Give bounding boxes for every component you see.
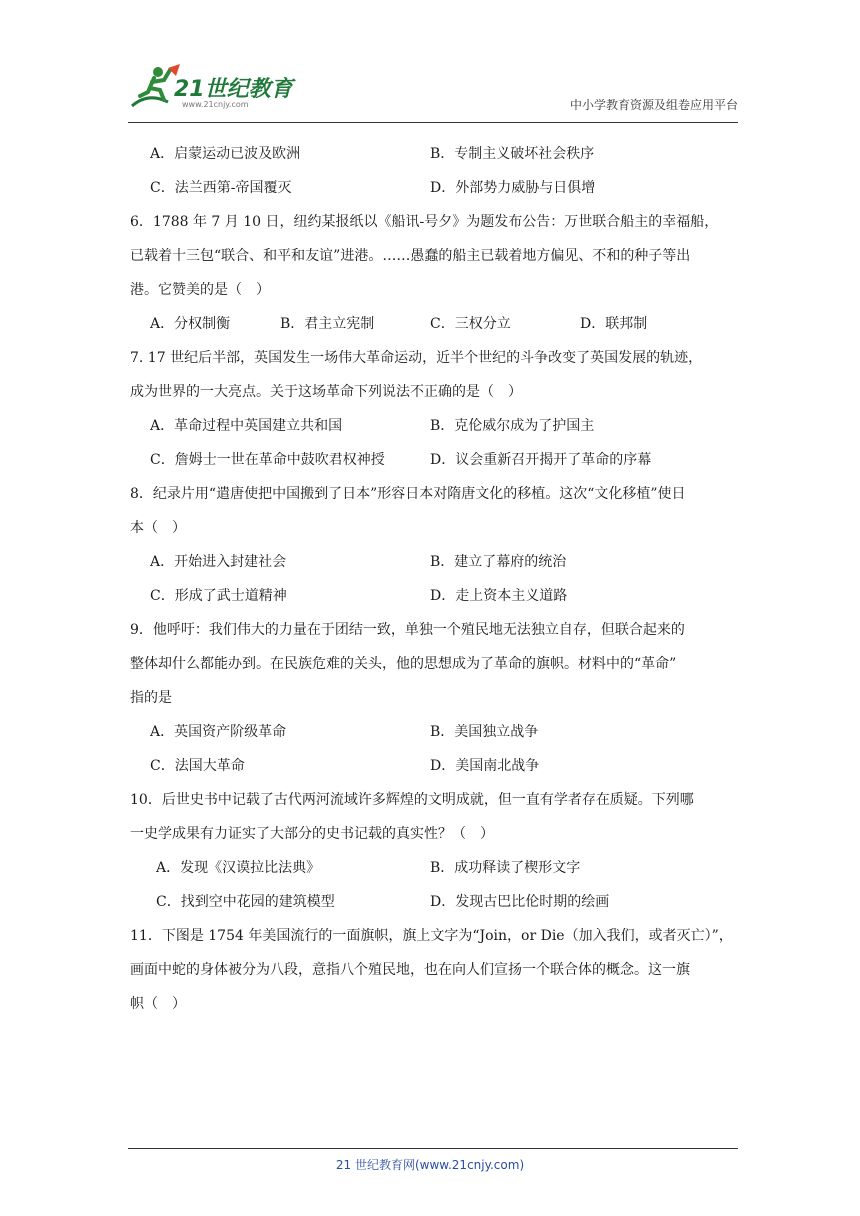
q8-stem-line-1: 8．纪录片用“遣唐使把中国搬到了日本”形容日本对隋唐文化的移植。这次“文化移植”使日 — [130, 486, 686, 502]
q8-stem-line-2: 本（ ） — [130, 520, 186, 536]
q9-option-d: D．美国南北战争 — [430, 758, 540, 774]
q9-option-a: A．英国资产阶级革命 — [150, 724, 287, 740]
q6-option-d: D．联邦制 — [580, 316, 648, 332]
q10-stem-line-2: 一史学成果有力证实了大部分的史书记载的真实性？（ ） — [130, 826, 494, 842]
q7-option-b: B．克伦威尔成为了护国主 — [430, 418, 595, 434]
q6-option-b: B．君主立宪制 — [280, 316, 375, 332]
q10-option-b: B．成功释读了楔形文字 — [430, 860, 581, 876]
logo-text: 21世纪教育 — [174, 77, 293, 102]
q11-stem-line-2: 画面中蛇的身体被分为八段，意指八个殖民地，也在向人们宣扬一个联合体的概念。这一旗 — [130, 962, 690, 978]
q9-stem-line-2: 整体却什么都能办到。在民族危难的关头，他的思想成为了革命的旗帜。材料中的“革命” — [130, 656, 677, 672]
q8-option-b: B．建立了幕府的统治 — [430, 554, 567, 570]
q8-option-d: D．走上资本主义道路 — [430, 588, 568, 604]
q6-stem-line-3: 港。它赞美的是（ ） — [130, 282, 270, 298]
q10-option-a: A．发现《汉谟拉比法典》 — [156, 860, 321, 876]
q11-stem-line-1: 11．下图是 1754 年美国流行的一面旗帜，旗上文字为“Join，or Die（加入我们，或者灭亡）”， — [130, 928, 733, 944]
q9-option-c: C．法国大革命 — [150, 758, 245, 774]
q7-stem-line-1: 7. 17 世纪后半部，英国发生一场伟大革命运动，近半个世纪的斗争改变了英国发展的轨迹， — [130, 350, 703, 366]
q10-stem-line-1: 10．后世史书中记载了古代两河流域许多辉煌的文明成就，但一直有学者存在质疑。下列哪 — [130, 792, 694, 808]
q10-option-d: D．发现古巴比伦时期的绘画 — [430, 894, 610, 910]
platform-name: 中小学教育资源及组卷应用平台 — [569, 98, 738, 112]
q5-option-a: A．启蒙运动已波及欧洲 — [150, 146, 301, 162]
q10-option-c: C．找到空中花园的建筑模型 — [156, 894, 335, 910]
q6-option-c: C．三权分立 — [430, 316, 511, 332]
q5-option-d: D．外部势力威胁与日俱增 — [430, 180, 596, 196]
q9-option-b: B．美国独立战争 — [430, 724, 539, 740]
q7-option-a: A．革命过程中英国建立共和国 — [150, 418, 343, 434]
q5-option-c: C．法兰西第-帝国覆灭 — [150, 180, 292, 196]
logo — [128, 62, 298, 112]
q8-option-a: A．开始进入封建社会 — [150, 554, 287, 570]
q6-stem-line-2: 已载着十三包“联合、和平和友谊”进港。……愚蠢的船主已载着地方偏见、不和的种子等出 — [130, 248, 691, 264]
q7-option-d: D．议会重新召开揭开了革命的序幕 — [430, 452, 652, 468]
q7-option-c: C．詹姆士一世在革命中鼓吹君权神授 — [150, 452, 385, 468]
page-header — [128, 62, 738, 122]
q7-stem-line-2: 成为世界的一大亮点。关于这场革命下列说法不正确的是（ ） — [130, 384, 522, 400]
q9-stem-line-1: 9．他呼吁：我们伟大的力量在于团结一致，单独一个殖民地无法独立自存，但联合起来的 — [130, 622, 685, 638]
q6-stem-line-1: 6．1788 年 7 月 10 日，纽约某报纸以《船讯-号夕》为题发布公告：万世联合船主的幸福船， — [130, 214, 719, 230]
q11-stem-line-3: 帜（ ） — [130, 996, 186, 1012]
logo-subtext: www.21cnjy.com — [182, 100, 249, 109]
page-footer: 21 世纪教育网(www.21cnjy.com) — [335, 1158, 525, 1172]
footer-divider — [128, 1148, 738, 1149]
q8-option-c: C．形成了武士道精神 — [150, 588, 287, 604]
q5-option-b: B．专制主义破坏社会秩序 — [430, 146, 595, 162]
q9-stem-line-3: 指的是 — [130, 690, 172, 706]
q6-option-a: A．分权制衡 — [150, 316, 231, 332]
header-divider — [128, 122, 738, 123]
